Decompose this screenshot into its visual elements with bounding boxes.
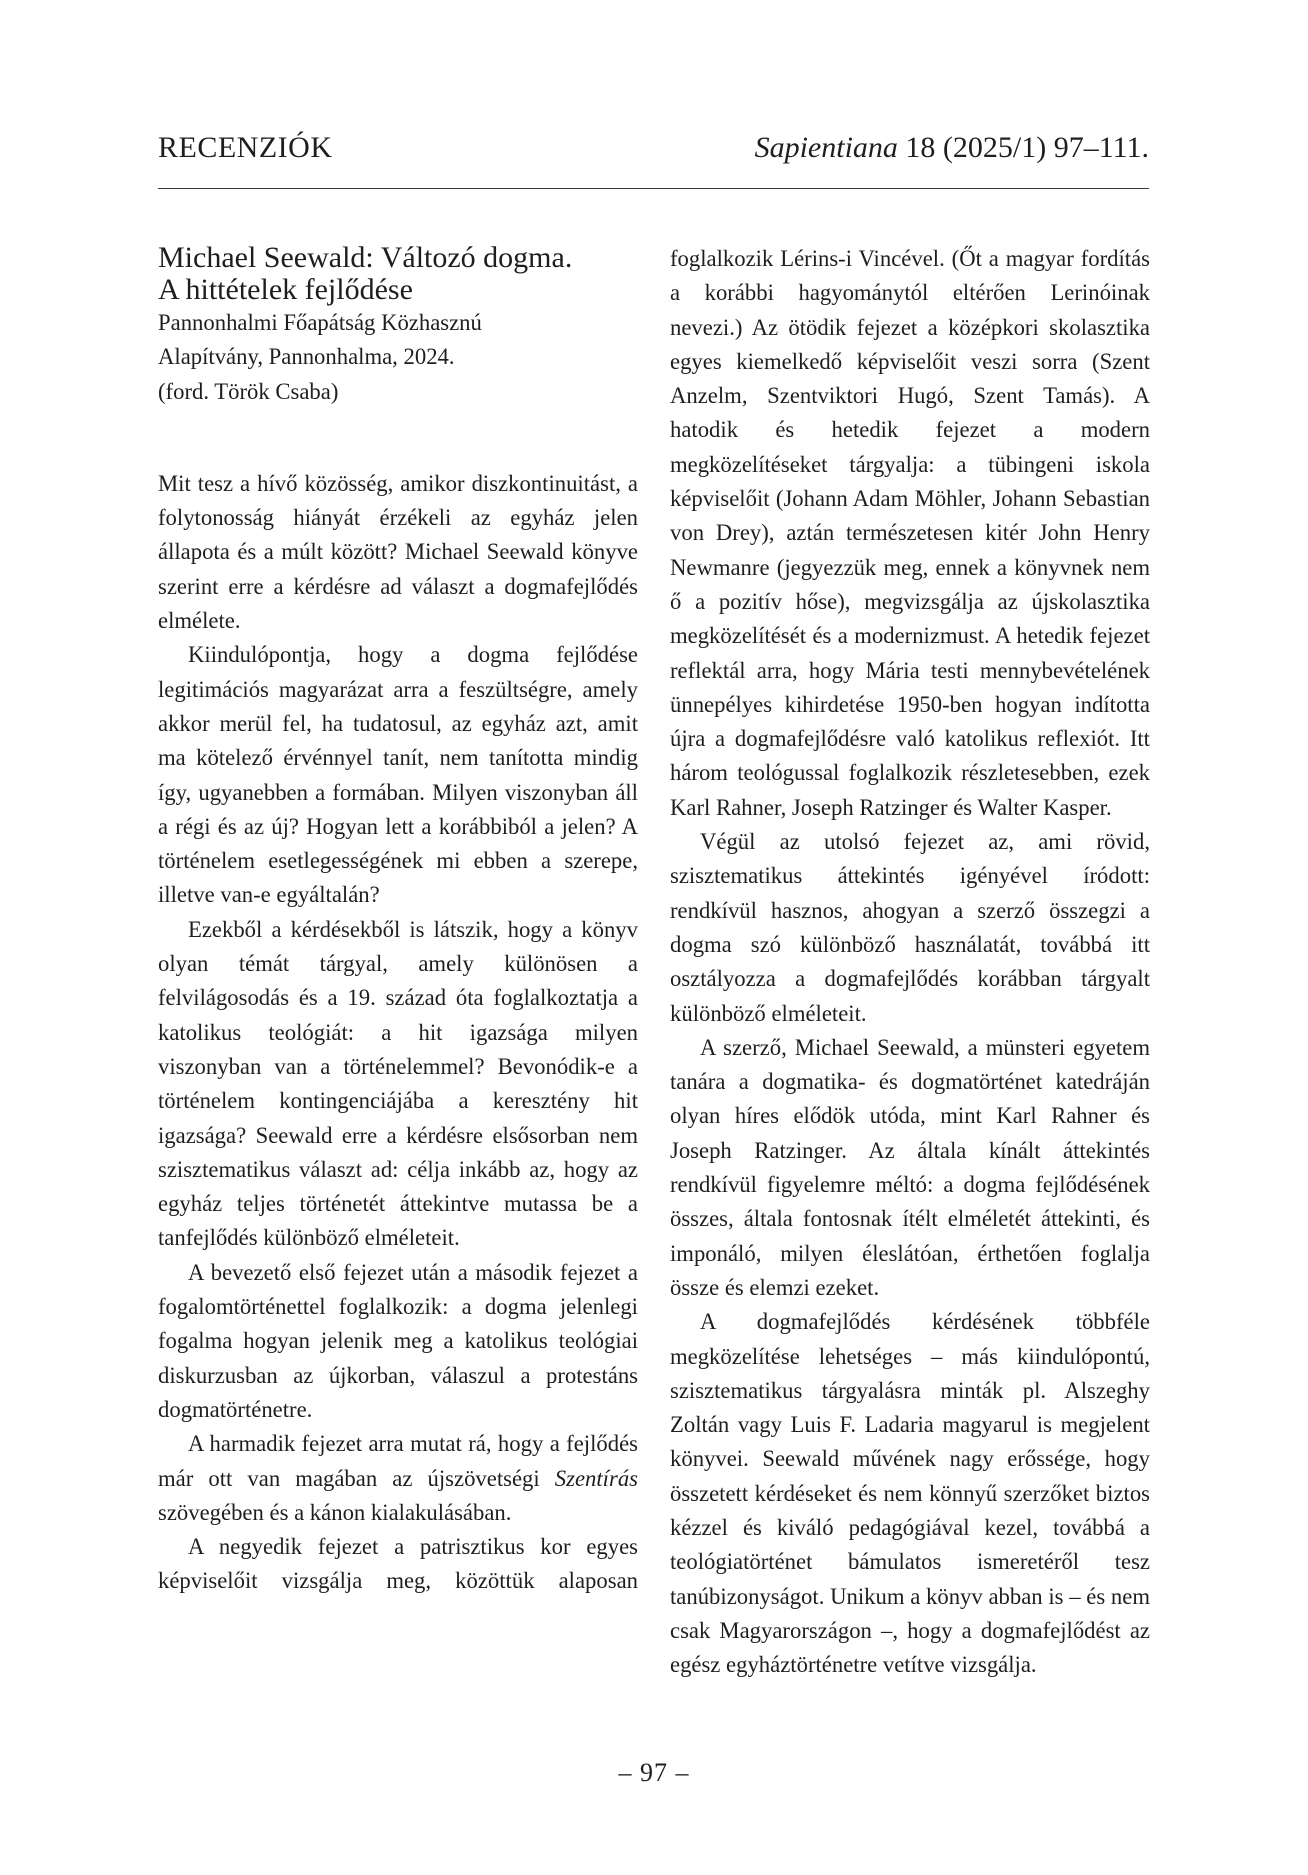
paragraph-continuation: foglalkozik Lérins-i Vincével. (Őt a magyar fordítás a korábbi hagyománytól eltérően Lerinóinak nevezi.) Az ötödik fejezet a középkori skolasztika egyes kiemelkedő képviselőit veszi sorra (Szent Anzelm, Szentviktori Hugó, Szent Tamás). A hatodik és hetedik fejezet a modern megközelítéseket tárgyalja: a tübingeni iskola képviselőit (Johann Adam Möhler, Johann Sebastian von Drey), aztán természetesen kitér John Henry Newmanre (jegyezzük meg, ennek a könyvnek nem ő a pozitív hőse), megvizsgálja az újskolasztika megközelítését és a modernizmust. A hetedik fejezet reflektál arra, hogy Mária testi mennybevételének ünnepélyes kihirdetése 1950-ben hogyan indította újra a dogmafejlődésre való katolikus reflexiót. Itt három teológussal foglalkozik részletesebben, ezek Karl Rahner, Joseph Ratzinger és Walter Kasper. [670,246,1150,820]
left-column [158,242,638,1599]
publisher-line: Alapítvány, Pannonhalma, 2024. [158,344,455,370]
spacer [158,409,638,467]
paragraph-text: szövegében és a kánon kialakulásában. [158,1499,512,1525]
paragraph: Végül az utolsó fejezet az, ami rövid, szisztematikus áttekintés igényével íródott: rendkívül hasznos, ahogyan a szerző összegzi a dogma szó különböző használatát, továbbá itt osztályozza a dogmafejlődés korábban tárgyalt különböző elméleteit. [670,829,1150,1026]
translator-line: (ford. Török Csaba) [158,378,339,404]
book-title [158,242,638,306]
italic-title: Szentírás [554,1465,638,1491]
page-number: – 97 – [618,1758,690,1787]
paragraph-text: A harmadik fejezet arra mutat rá, hogy a fejlődés már ott van magában az újszövetségi [158,1431,638,1491]
publisher-line: Pannonhalmi Főapátság Közhasznú [158,310,482,335]
paragraph [158,1427,638,1530]
paragraph: Mit tesz a hívő közösség, amikor diszkontinuitást, a folytonosság hiányát érzékeli az egyház jelen állapota és a múlt között? Michael Seewald könyve szerint erre a kérdésre ad választ a dogmafejlődés elmélete. [158,470,638,634]
paragraph: A szerző, Michael Seewald, a münsteri egyetem tanára a dogmatika- és dogmatörténet katedráján olyan híres elődök utóda, mint Karl Rahner és Joseph Ratzinger. Az általa kínált áttekintés rendkívül figyelemre méltó: a dogma fejlődésének összes, általa fontosnak ítélt elméletét áttekinti, és imponáló, milyen éleslátóan, érthetően foglalja össze és elemzi ezeket. [670,1034,1150,1300]
journal-issue: 18 (2025/1) 97–111. [897,131,1149,164]
paragraph: Kiindulópontja, hogy a dogma fejlődése legitimációs magyarázat arra a feszültségre, amely akkor merül fel, ha tudatosul, az egyház azt, amit ma kötelező érvénnyel tanít, nem tanította mindig így, ugyanebben a formában. Milyen viszonyban áll a régi és az új? Hogyan lett a korábbiból a jelen? A történelem esetlegességének mi ebben a szerepe, illetve van-e egyáltalán? [158,642,638,908]
paragraph-continued: A negyedik fejezet a patrisztikus kor egyes képviselőit vizsgálja meg, közöttük alaposan [158,1534,638,1594]
paragraph: Ezekből a kérdésekből is látszik, hogy a könyv olyan témát tárgyal, amely különösen a felvilágosodás és a 19. század óta foglalkoztatja a katolikus teológiát: a hit igazsága milyen viszonyban van a történelemmel? Bevonódik-e a történelem kontingenciájába a keresztény hit igazsága? Seewald erre a kérdésre elsősorban nem szisztematikus választ ad: célja inkább az, hogy az egyház teljes történetét áttekintve mutassa be a tanfejlődés különböző elméleteit. [158,916,638,1251]
journal-name: Sapientiana [754,131,898,164]
book-publication-info [158,306,638,409]
section-label: RECENZIÓK [158,131,333,164]
book-title-line: Michael Seewald: Változó dogma. [158,241,573,274]
page-header [158,130,1149,189]
book-title-line: A hittételek fejlődése [158,273,413,306]
journal-citation [755,130,1149,166]
paragraph: A dogmafejlődés kérdésének többféle megközelítése lehetséges – más kiindulópontú, szisztematikus tárgyalásra minták pl. Alszeghy Zoltán vagy Luis F. Ladaria magyarul is megjelent könyvei. Seewald művének nagy erőssége, hogy összetett kérdéseket és nem könnyű szerzőket biztos kézzel és kiváló pedagógiával kezel, továbbá a teológiatörténet bámulatos ismeretéről tesz tanúbizonyságot. Unikum a könyv abban is – és nem csak Magyarországon –, hogy a dogmafejlődést az egész egyháztörténetre vetítve vizsgálja. [670,1309,1150,1678]
right-column [670,242,1150,1682]
paragraph: A bevezető első fejezet után a második fejezet a fogalomtörténettel foglalkozik: a dogma jelenlegi fogalma hogyan jelenik meg a katolikus teológiai diskurzusban az újkorban, válaszul a protestáns dogmatörténetre. [158,1259,638,1422]
